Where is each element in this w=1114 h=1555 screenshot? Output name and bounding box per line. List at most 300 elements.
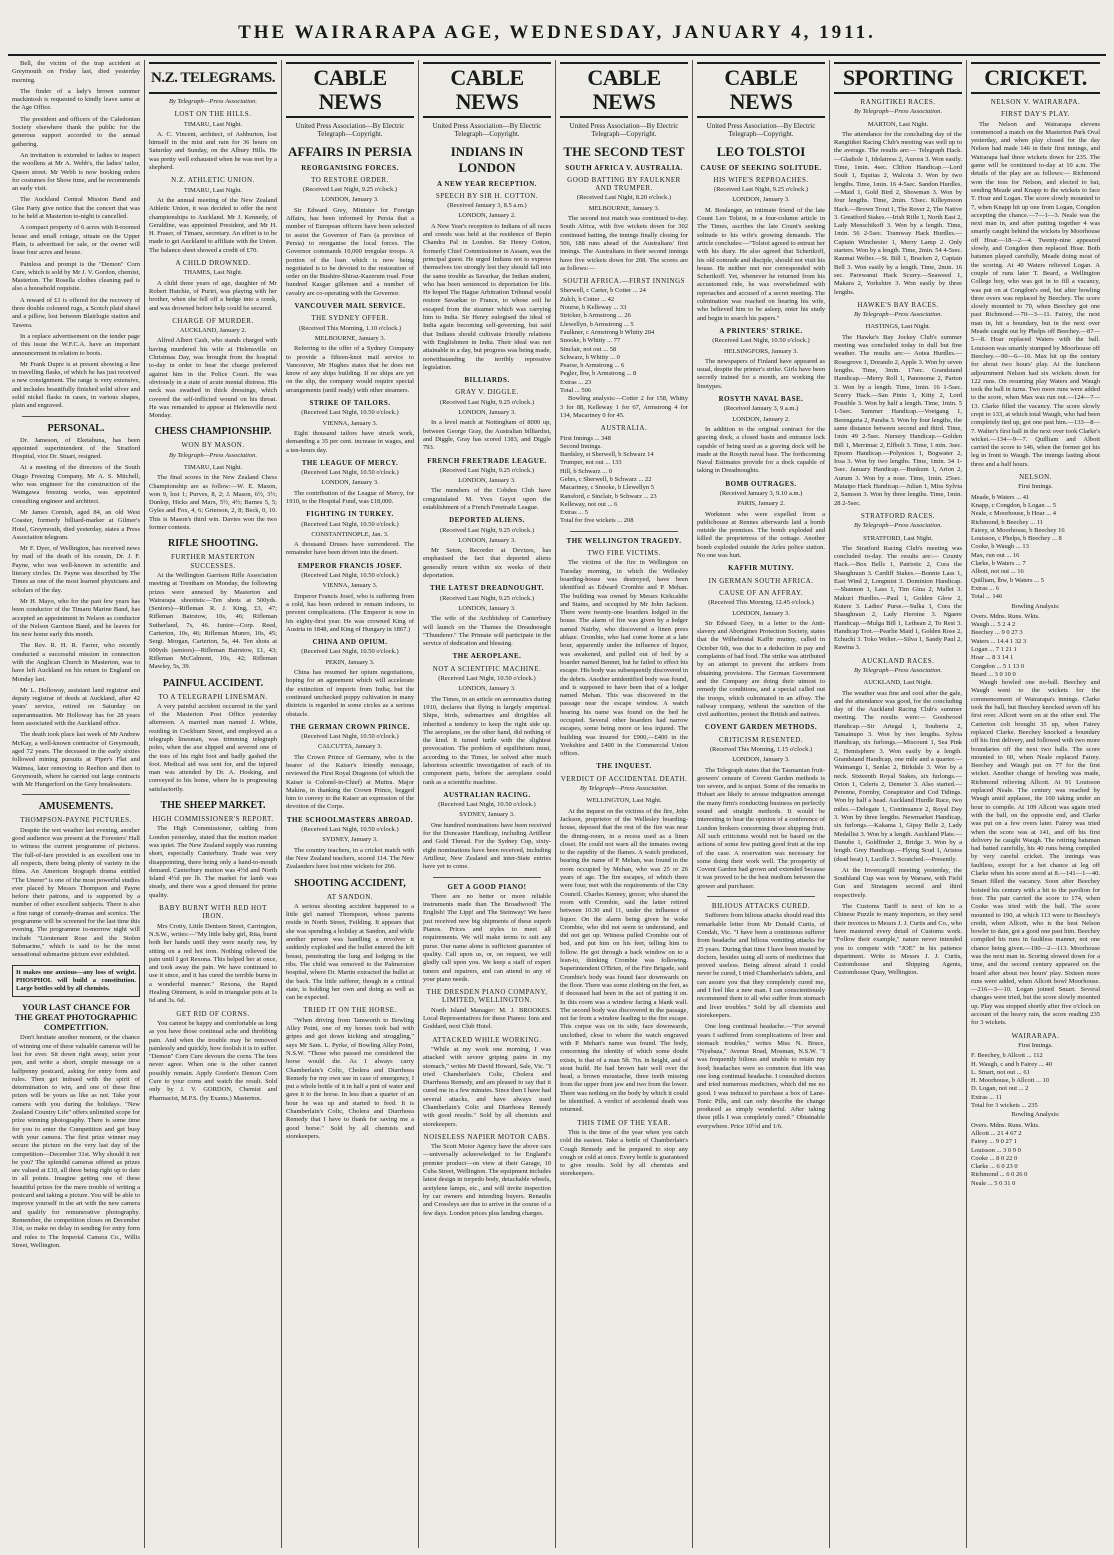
advert-heading: THIS TIME OF THE YEAR. — [577, 1118, 671, 1127]
score-line: Extras ... 23 — [560, 378, 592, 386]
score-line: F. Beechey, b Allcott ... 112 — [971, 1052, 1043, 1060]
article-heading: THE AEROPLANE. — [452, 652, 522, 661]
personal-items — [12, 437, 140, 790]
press-credit: By Telegraph—Press Association. — [853, 667, 943, 674]
dateline: PEKIN, January 3. — [325, 658, 375, 666]
article-subheading: SOUTH AFRICA V. AUSTRALIA. — [565, 163, 683, 172]
cable-news-heading: CABLE NEWS — [423, 62, 551, 118]
agency-line: United Press Association—By Electric Telegraph—Copyright. — [295, 122, 405, 139]
scorecard-australia — [560, 435, 688, 526]
score-line: Logan ... 7 1 21 1 — [971, 646, 1017, 653]
lead-headline: LEO TOLSTOI — [716, 143, 806, 159]
received-line: (Received Last Night, 10.50 o'clock.) — [301, 648, 399, 656]
article-subheading: FIRST DAY'S PLAY. — [1000, 110, 1071, 119]
dateline: MELBOURNE, January 3. — [314, 334, 386, 342]
score-line: Total for 3 wickets ... 235 — [971, 1102, 1038, 1110]
article-body: Emperor Francis Josef, who is suffering from a cold, has been ordered to remain indoors, to prevent complications. (The Emperor is now in his eighty-first year. He was crowned King of Austria in 1848, and King of Hungary in 1867.) — [286, 592, 414, 633]
paragraph: Painless and prompt is the "Demon" Corn Cure, which is sold by Mr J. V. Gordon, chemist, Masterton. The Rosella clothes cleaning pad is also a household requisite. — [12, 260, 140, 293]
score-line: Faulkner, c Armstrong b Whitty 204 — [560, 328, 655, 336]
article-body: At the inquest on the victims of the fire, John Jackson, proprietor of the Wellesley boarding-house, deposed that the rest of the fire was near the dining-room, in a recess used as a linen closet. He could not warn all the inmates owing to the rapidity of the flames. A watch produced, bearing the name of P. Mehan, was found in the room occupied by Mehan, who was 25 or 26 years of age. The fire escapes, of which there were four, met with the requirements of the City Council. Charles Kenney, grocer, who shared the room with Crombie, said the latter retired between 10.30 and 11, under the influence of liquor. On the alarm being given he woke Crombie, who did not seem to understand, and did not get up. Witness pulled Crombie out of bed, and put him on his feet, telling him to follow. He got through a back window on to a lean-to, thinking Crombie was following. Superintendent O'Brien, of the Fire Brigade, said Crombie's body was found face downwards on the floor. There was some clothing on the feet, as if deceased had been in the act of putting it on. In this room was a window facing a blank wall. The second body was discovered in the passage, not far from a window leading to the fire escape. This corpse was on its side, face downwards, unclothed, close to where the watch engraved with P. Mehan's name was found. The body, concerning the identity of which some doubt exists, is that of a man 5ft. 7in. in height, and of stout build. He had brown hair well over the head, a brown moustache, three teeth missing from the upper front jaw and two from the lower. There was nothing on the body by which it could be identified. A verdict of accidental death was returned. — [560, 807, 688, 1114]
received-line: (Received Last Night, 9.25 o'clock.) — [439, 398, 535, 406]
advert-body: There are no better or more reliable instruments made than The Broadwood! The English! The Lipp! and The Steinway! We have just received new big shipments of these superb Pianos. Prices and styles to meet all requirements. We will make terms to suit any purse. Our name alone is sufficient guarantee of quality. Call upon us, or, on request, we will gladly call upon you. We keep a staff of expert tuners and repairers, and can attend to any of your piano needs. — [423, 892, 551, 983]
article-subheading: NELSON V. WAIRARAPA. — [990, 98, 1081, 106]
paragraph: A compact property of 6 acres with 8-roomed house and small cottage, situate on the Upper Plain, is advertised for sale, or the owner will lease four acres and house. — [12, 224, 140, 257]
press-credit: By Telegraph—Press Association. — [168, 98, 258, 105]
bowling-heading: Bowling Analysis: — [1011, 1111, 1060, 1119]
article-body: The final scores in the New Zealand Chess Championship are as follow:—W. E. Mason, won 9, lost 1; Purves, 8, 2; J. Mason, 6½, 3½; Dunlop, Hicks and Marx, 5½, 4½; Barnes 5, 5; Gyles and Fox, 4, 6; Grierson, 2, 8; Beck, 0, 10. This is Mason's third win. Davies won the two former contests. — [149, 474, 277, 532]
article-subheading: SPEECH BY SIR H. COTTON. — [435, 191, 539, 200]
score-line: Allcott ... 21 4 67 2 — [971, 1129, 1022, 1137]
article-subheading: HIS WIFE'S REPROACHES. — [713, 175, 809, 184]
article-heading: A PRINTERS' STRIKE. — [719, 326, 803, 335]
article-heading: VANCOUVER MAIL SERVICE. — [294, 302, 406, 311]
scorecard-heading: AUSTRALIA. — [600, 424, 648, 433]
article-heading: KAFFIR MUTINY. — [728, 564, 794, 573]
article-heading: ROSYTH NAVAL BASE. — [718, 395, 804, 404]
amusements-heading: AMUSEMENTS. — [38, 801, 114, 813]
phosphol-advert — [12, 965, 140, 998]
article-subheading: HIGH COMMISSIONER'S REPORT. — [152, 815, 274, 824]
advert-firm: THE DRESDEN PIANO COMPANY, LIMITED, WELLINGTON. — [426, 988, 548, 1005]
dateline: LONDON, January 3. — [732, 756, 790, 764]
score-line: Beechey ... 9 0 27 3 — [971, 629, 1023, 637]
article-body: A New Year's reception to Indians of all races and creeds was held at the residence of Bepin Chandra Pal in London. Sir Henry Cotton, formerly Chief Commissioner in Assam, was the principal guest. He urged Indians not to express themselves too strongly lest they should fall into the same trouble as Savarkar, the Indian student, who has been sentenced to deportation for life. He hoped The Hague Arbitration Tribunal would restore Savarkar to France, to whose soil he escaped from the steamer which was carrying him to India. Sir Henry eulogised the ideal of India again becoming self-governing, but said that Indians should cultivate friendly relations with Englishmen in India. Their ideal was not attainable in a day, but progress was being made, notwithstanding the terribly repressive legislation. — [423, 222, 551, 371]
article-subheading: A NEW YEAR RECEPTION. — [437, 179, 537, 188]
amusements-subheading: THOMPSON-PAYNE PICTURES. — [20, 816, 132, 825]
paragraph: Dr. Jameson, of Eketahuna, has been appointed superintendent of the Stratford Hospital, vice Dr. Stuart, resigned. — [12, 436, 140, 461]
advert-heading: TRIED IT ON THE HORSE. — [303, 1006, 397, 1015]
received-line: (Received This Morning, 12.45 o'clock.) — [708, 599, 814, 607]
score-line: Waugh ... 5 2 4 2 — [971, 621, 1016, 629]
paragraph: The Rev. R. H. R. Farrer, who recently conducted a successful mission in connection with the Anglican Church in Masterton, was to have left Auckland on his return to England on Monday last. — [12, 642, 140, 683]
received-line: (Received Last Night, 10.50 o'clock.) — [301, 733, 399, 741]
column-1 — [8, 60, 145, 1548]
personal-heading: PERSONAL. — [47, 422, 105, 434]
article-heading: THE INQUEST. — [596, 762, 652, 771]
score-line: D. Logan, not out ... 2 — [971, 1085, 1029, 1093]
dateline: AUCKLAND, January 2. — [179, 327, 247, 335]
article-heading: CHINA AND OPIUM. — [312, 638, 388, 647]
separator — [707, 896, 815, 897]
score-line: Congdon ... 5 1 13 0 — [971, 662, 1025, 670]
column-3 — [282, 60, 419, 1548]
advert-heading: NOISELESS NAPIER MOTOR CABS. — [423, 1132, 551, 1141]
received-line: (Received Last Night, 10.50 o'clock.) — [301, 469, 399, 477]
score-line: Macartney, c Snooke, b Llewellyn 5 — [560, 484, 654, 492]
article-heading: BILLIARDS. — [464, 376, 510, 385]
article-heading: THE LEAGUE OF MERCY. — [301, 458, 399, 467]
paragraph: Mr F. Dyer, of Wellington, has received news by mail of the death of his cousin, Dr. J. F. Payne, who was well-known in scientific and literary circles. Dr. Payne was described by The Times as one of the most learned physicians and scholars of the day. — [12, 545, 140, 594]
received-line: (Received January 3, 8.5 a.m.) — [447, 202, 527, 210]
score-line: Louisson, c Phelps, b Beechey ... 8 — [971, 535, 1062, 543]
article-body: One hundred nominations have been received for the Doncaster Handicap, including Artilleur and Gold Thread. For the Sydney Cup, sixty-eight nominations have been received, including Artilleur, New Zealand and inter-State entries have yet to come. — [423, 821, 551, 871]
advert-heading: BABY BURNT WITH RED HOT IRON. — [159, 904, 267, 921]
score-line: Zulch, b Cotter ... 42 — [560, 295, 615, 303]
dateline: LONDON, January 3. — [732, 196, 790, 204]
article-body: The victims of the fire in Wellington on Tuesday morning, in which the Wellesley boarding-house was destroyed, have been identified as Edward Crombie and P. Mehan. The building was owned by Messrs Kirkcaldie and Stains, and occupied by Mr John Jackson. There were twenty-one boarders lodged in the house. The alarm of fire was given by a lodger named Nairby, who discovered a linen press ablaze. Crombie, who had come home at a late hour, apparently under the influence of liquor, was awakened, and pulled out of bed by a boarder named Bennet, but he failed to effect his escape. His body was subsequently discovered in the debris. Another unidentified body was found, and is supposed to have been that of a lodger named Mehan. This was discovered in the passage near the escape window. A watch bearing his name was found on the bed he occupied. Several other boarders had narrow escapes, some being more or less injured. The building was insured for £900,—£400 in the Yorkshire and £400 in the Commercial Union offices. — [560, 559, 688, 758]
score-line: H. Waugh, c and b Fairey ... 40 — [971, 1060, 1052, 1068]
score-line: Max, run out ... 16 — [971, 551, 1020, 559]
lead-headline: THE SECOND TEST — [563, 143, 685, 159]
article-subheading: GOOD BATTING BY FAULKNER AND TRUMPER. — [567, 175, 681, 193]
advert-heading: GET RID OF CORNS. — [176, 1009, 250, 1018]
article-heading: THE GERMAN CROWN PRINCE. — [289, 722, 411, 731]
advert-body: "When driving from Tamworth to Bowling Alley Point, one of my horses took bad with gripes and got down kicking and struggling," says Mr Sam. L. Pyrke, of Bowling Alley Point, N.S.W. "Those who passed me considered the horse would die. As I always carry Chamberlain's Colic, Cholera and Diarrhoea Remedy for my own use in case of emergency, I put a whole bottle of it in half a pint of water and gave it to the horse. In less than a quarter of an hour he was up and started to feed. It is Chamberlain's Colic, Cholera and Diarrhoea Remedy that I have to thank for saving me a good horse." Sold by all chemists and storekeepers. — [286, 1016, 414, 1140]
nz-telegrams-heading: N.Z. TELEGRAMS. — [149, 62, 277, 94]
score-line: Beard ... 3 0 10 0 — [971, 670, 1016, 678]
separator — [433, 877, 541, 878]
article-heading: FIGHTING IN TURKEY. — [306, 510, 394, 519]
dateline: HELSINGFORS, January 3. — [723, 347, 799, 355]
scorecard-heading: SOUTH AFRICA.—FIRST INNINGS — [562, 277, 686, 286]
score-line: Extras ... 11 — [971, 1093, 1002, 1101]
column-7 — [830, 60, 967, 1548]
cable-news-heading: CABLE NEWS — [697, 62, 825, 118]
dateline: LONDON, January 3. — [321, 196, 379, 204]
bowling-analysis: Bowling analysis:—Cotter 2 for 158, Whitty 3 for 88, Kelleway 1 for 67, Armstrong 4 for 134, Macartney 0 for 45. — [560, 395, 688, 419]
article-heading: THE SCHOOLMASTERS ABROAD. — [286, 815, 414, 824]
received-line: (Received This Morning, 1.15 o'clock.) — [709, 746, 813, 753]
article-body: China has resumed her opium negotiations, hoping for an agreement which will accelerate the extinction of imports from India; but the continued unchecked poppy cultivation in many districts is regarded in some circles as a serious obstacle. — [286, 669, 414, 718]
article-body: In a level match at Nottingham of 8000 up, between George Gray, the Australian billiardist, and Diggle, Gray has scored 1383, and Diggle 793. — [423, 419, 551, 452]
phosphol-text: It makes one anxious—any loss of weight. PHOSPHOL will build a constitution. Large bottles sold by all chemists. — [16, 968, 136, 993]
column-8 — [967, 60, 1104, 1548]
dateline: STRATFORD, Last Night. — [863, 534, 933, 542]
score-line: Albott, not out ... 16 — [971, 568, 1024, 576]
paragraph: In a replace advertisement on the tender page of this issue the W.F.C.A. have an important announcement in relation to boots. — [12, 332, 140, 357]
article-body: M. Boulanger, an intimate friend of the late Count Leo Tolstoi, in a four-column article in The Times, ascribes the late Count's seeking solitude to his wife's growing demands. The article concludes:—"Tolstoi agreed to entrust her with his diary. He also agreed that Schertkoff, his old comrade and disciple, should not visit his house. He neither met nor corresponded with Schertkoff. Yet, whenever he returned from his accustomed ride, he was overwhelmed with reproaches and accused of a secret meeting. The culmination was reached on hearing his wife, who believed him to be asleep, enter his study and begin to search his papers." — [697, 206, 825, 322]
article-subheading: TWO FIRE VICTIMS. — [587, 549, 661, 558]
dateline: PARIS, January 2. — [737, 500, 785, 508]
cable-news-heading: CABLE NEWS — [560, 62, 688, 118]
paragraph: Mr H. Mayo, who for the past few years has been conductor of the Timaru Marine Band, has accepted an appointment in Nelson as conductor of the Nelson Garrison Band, and he leaves for his new home early this month. — [12, 597, 140, 639]
article-heading: STRATFORD RACES. — [860, 511, 936, 520]
article-heading: HAWKE'S BAY RACES. — [857, 300, 939, 309]
article-body: A very painful accident occurred in the yard of the Masterton Post Office yesterday afternoon. A married man named J. White, residing in Cockburn Street, and employed as a telegraph linesman, was trimming telegraph poles, when the axe slipped and severed one of the toes of his right foot and badly gashed the foot. Medical aid was sent for, and the injured man was attended by Dr. A. Hosking, and conveyed to his home, where he is progressing satisfactorily. — [149, 702, 277, 793]
score-line: Second Innings. — [560, 442, 602, 450]
column-5 — [556, 60, 693, 1548]
article-heading: RIFLE SHOOTING. — [167, 538, 259, 550]
article-heading: SHOOTING ACCIDENT, — [294, 877, 406, 889]
article-body: The second test match was continued to-day. South Africa, with five wickets down for 302 continued batting, the innings finally closing for 506, 188 runs ahead of the Australians' first innings. The Australians in their second innings have five wickets down for 208. The scores are as follows:— — [560, 215, 688, 272]
columns — [8, 60, 1106, 1548]
article-subheading: CAUSE OF SEEKING SOLITUDE. — [700, 163, 822, 172]
dateline: VIENNA, January 3. — [322, 419, 378, 427]
bowling-nelson — [971, 613, 1100, 679]
bowling-heading: Bowling Analysis: — [1011, 602, 1060, 610]
advert-body: Mrs Crotty, Little Denison Street, Carrington, N.S.W., writes:—"My little baby girl, Rita, burnt both her hands until they were nearly raw, by sitting on a red hot iron. Nothing relieved the pain until I got Rexona. This helped her at once, and took away the pain. We have continued to use it since, and it has cured the terrible burns in a wonderful manner." Rexona, the Rapid Healing Ointment, is sold in triangular pots at 1s 6d and 3s. 6d. — [149, 922, 277, 1005]
score-line: Total for five wickets ... 208 — [560, 517, 634, 525]
advert-body: One long continual headache.—"For several years I suffered from complications of liver and stomach troubles," writes Miss N. Bruce, "Nyabaza," Avenue Road, Mosman, N.S.W. "I was frequently bilious and unable to retain my food; headaches were so common that life was one long continual headache. I consulted doctors and tried numerous medicines, which did me no good. I was induced to purchase a box of Lane-Tonic Pills, and can only describe the change produced as simply wonderful. After taking these pills I was completely cured." Obtainable everywhere. Price 10½d and 1/6. — [697, 1023, 825, 1130]
scorecard-nelson — [971, 494, 1100, 602]
article-subheading: FURTHER MASTERTON SUCCESSES. — [171, 553, 255, 570]
article-body: Mr Seton, Recorder at Devizes, has emphasised the fact that deported aliens generally return within six weeks of their deportation. — [423, 547, 551, 580]
score-line: Trumper, not out ... 133 — [560, 459, 622, 467]
agency-line: United Press Association—By Electric Telegraph—Copyright. — [706, 122, 816, 139]
article-body: A child three years of age, daughter of Mr Robert Hatchie, of Puriri, was playing with her brother, when she fell off a hedge into a creek, and was drowned before help could be secured. — [149, 279, 277, 312]
article-body: The wife of the Archbishop of Canterbury will launch on the Thames the Dreadnought "Thunderer." The Primate will participate in the service of dedication and blessing. — [423, 615, 551, 648]
advert-heading: ATTACKED WHILE WORKING. — [432, 1035, 542, 1044]
dateline: LONDON, January 3. — [458, 409, 516, 417]
article-heading: CHESS CHAMPIONSHIP. — [154, 426, 272, 438]
article-body: Waugh bowled one no-ball. Beechey and Waugh went to the wickets for the commencement of Wairarapa's innings. Clarke took the ball, but Beechey knocked seven off his first over. Allcott went on at the other end. The Carterton colt brought 35 up, when Fairey replaced Clarke. Beechey knocked a boundary off his first delivery, and followed with two more boundaries off the next two balls. The score mounted to 60, when Neale replaced Fairey. Beechey and Waugh put on 77 for the first wicket. Another change of bowling was made, Richmond relieving Allcott. At 91 Louisson replaced Neale. The century was reached by Waugh amid applause, the 100 taking under an hour to compile. At 109 Allcott was again tried with the ball, on the opposite end, and Clarke was put on a few overs later. Fairey was tried when the score was at 141, and off his first delivery he caught Waugh. The retiring batsman had batted carefully, his 40 runs being compiled by very careful cricket. The innings was faultless, except for a hot chance at leg off Clarke when his score stood at 8.—141—1—40. Smart filled the vacancy. Soon after Beechey hoisted his century with a hit to the pavilion for four. The pair carried the score to 174, when Cooke was tried with the ball. The score mounted to 190, at which 113 were to Beechey's credit, when Allcott, who is the best Nelson bowler to date, got a good one past him. Beechey compiled his runs in faultless manner, not one chance being given.—190—2—113. Moorhouse was the next man in. Scoring slowed down for a time, and the second century appeared on the board after about two hours' play. Sixteen more runs were added, when Allcott bowl Moorhouse.—216—3—10. Logan joined Smart. Several changes were tried, but the score slowly mounted up. Play was stopped shortly after five o'clock on account of the heavy rain, the score reading 235 for 3 wickets. — [971, 679, 1100, 1027]
score-line: Llewellyn, b Armstrong ... 5 — [560, 320, 634, 328]
article-body: The country teachers, in a cricket match with the New Zealand teachers, scored 114. The New Zealanders have lost nine wickets for 266. — [286, 846, 414, 871]
score-line: Extras ... 5 — [560, 509, 588, 517]
article-subheading: TO A TELEGRAPH LINESMAN. — [158, 692, 268, 701]
dateline: SYDNEY, January 3. — [459, 811, 515, 819]
received-line: (Received Last Night, 10.50 o'clock.) — [438, 675, 536, 683]
score-line: Cooke ... 8 0 22 0 — [971, 1154, 1018, 1162]
article-heading: STRIKE OF TAILORS. — [309, 399, 391, 408]
score-line: L. Smart, not out ... 61 — [971, 1068, 1030, 1076]
score-line: Extras ... 6 — [971, 584, 999, 592]
score-line: Waters ... 14.4 1 32 3 — [971, 637, 1027, 645]
advert-heading: GET A GOOD PIANO! — [447, 882, 527, 891]
score-line: Fairey ... 9 0 27 1 — [971, 1138, 1017, 1146]
paragraph: Mr Frank Dupre is at present showing a line in travelling flasks, of which he has just received a new consignment. The range is very extensive, and includes beautifully finished solid silver and solid nickel flasks in cases, in various shapes, plain and engraved. — [12, 360, 140, 410]
received-line: (Received Last Night, 8.20 o'clock.) — [576, 194, 672, 202]
article-body: The Telegraph states that the Tasmanian fruit-growers' censure of Covent Garden methods is too severe, and is unjust. Some of the remarks in Hobart are likely to arouse indignation amongst the many firm's conducting business on perfectly sound and straight methods. It would be interesting to hear the opinion of a conference of London brokers concerning those shipping fruit. All such criticisms would not be based on the actions of some few putting good fruit at the top of the case. A reservation was necessary for some doing their work well. The prosperity of Covent Garden had grown and extended because it was proved to be the best medium between the grower and purchaser. — [697, 766, 825, 890]
press-credit: By Telegraph—Press Association. — [853, 311, 943, 319]
article-body: The contribution of the League of Mercy, for 1910, to the Hospital Fund, was £18,000. — [286, 489, 414, 505]
paragraph: Mr James Cornish, aged 84, an old West Coaster, formerly billiard-marker at Gilmer's Hotel, Greymouth, died yesterday, states a Press Association telegram. — [12, 508, 140, 541]
dateline: LONDON, January 3. — [458, 477, 516, 485]
advert-body: Sufferers from bilious attacks should read this remarkable letter from Mr Donald Curtis, of Condah, Vic. "I have been a continuous sufferer from headache and bilious vomiting attacks for 25 years. During that time I have been treated by doctors, besides using all sorts of medicines that proved useless. Being almost afraid I could never be cured, I tried Chamberlain's tablets, and can assure you that they completely cured me, and I feel like a new man. I can conscientiously recommend them to all who suffer from stomach and liver troubles." Sold by all chemists and storekeepers. — [697, 912, 825, 1019]
article-body: Workmen who were expelled from a publichouse at Rennes afterwards laid a bomb outside the premises. The bomb exploded and killed the proprietress of the cottage. Another bomb exploded outside the Arles police station. No one was hurt. — [697, 510, 825, 560]
dateline: LONDON, January 2. — [732, 415, 790, 423]
scorecard-south-africa — [560, 287, 688, 395]
score-line: Schwarz, b Whitty ... 0 — [560, 353, 620, 361]
score-line: Sherwell, c Carter, b Cotter ... 24 — [560, 287, 646, 295]
paragraph: Despite the wet weather last evening, another good audience was present at the Foresters' Hall to witness the current programme of pictures. The full-of-fare provided is an excellent one in all respects, there being plenty of variety in the films. An American biograph drama entitled "The Unerer" is one of the most powerful studies ever placed by Messrs Thompson and Payne before their patrons, and is supported by a number of other excellent subjects. There is also a fine range of comedy-dramas and scenics. The programme will be screened for the last time this evening. The programme to-morrow night will include "Lieutenant Rose and the Stolen Submarine," which is said to be the most sensational submarine picture ever exhibited. — [12, 826, 140, 959]
article-subheading: THE SYDNEY OFFER. — [311, 314, 389, 323]
article-body: Alfred Albert Cash, who stands charged with having murdered his wife at Helensville on Christmas Day, was brought from the hospital to-day in order to hear the charge preferred against him in the Police Court. He was obviously in a state of acute mental distress. His neck was swathed in thick dressings, which covered the self-inflicted wound on his throat. He was remanded to appear at Helensville next Monday. — [149, 337, 277, 420]
masthead: THE WAIRARAPA AGE, WEDNESDAY, JANUARY 4, 1911. — [238, 22, 876, 43]
bowling-wairarapa — [971, 1122, 1100, 1188]
lead-headline: AFFAIRS IN PERSIA — [288, 143, 412, 159]
article-body: The attendance for the concluding day of the Rangitikei Racing Club's meeting was well up to the average. The results are:— Telegraph Hack.—Gladiole 1, Idolatress 2, Aurora 3. Won easily. Time, 1min. 4sec. Clifton Handicap.—Lord Soult 1, Equitas 2, Walcota 3. Won by two lengths. Time, 1min. 16 4-5sec. Sandon Hurdles.—Maid 1, Gold Bird 2, Showman 3. Won by four lengths. Time, 2min. 53sec. Killeymoon Hack.—Brown Trout 1, The Rover 2, The Native 3. Greatford Stakes.—Irish Rifle 1, North East 2, Lady Menschikoff 3. Won by a length. Time, 1min. 56 2-5sec. Tramway Hack Hurdles.—Captain Winchester 1, Merry Lamp 2. Only starters. Won by a length. Time, 2min. 54 4-5sec. Raumai Welter.—St. Bill 1, Bracken 2, Captain Bell 3. Won easily by a length. Time, 2min. 16 sec. Parewanui Hack Scurry.—Seaweed 1, Makara 2, Yorkshire 3. Won easily by three lengths. — [834, 130, 962, 296]
dateline: LONDON, January 3. — [321, 479, 379, 487]
received-line: (Received Last Night, 9.25 o'clock.) — [713, 186, 809, 194]
score-line: Snooke, b Whitty ... 77 — [560, 337, 621, 345]
score-line: Fairey, st Moorhouse, b Beechey 16 — [971, 526, 1065, 534]
article-subheading: IN GERMAN SOUTH AFRICA. — [708, 576, 814, 585]
received-line: (Received Last Night, 9.25 o'clock.) — [439, 526, 535, 534]
score-line: Gehrs, c Sherwell, b Schwarz ... 22 — [560, 475, 652, 483]
score-line: Total ... 506 — [560, 387, 592, 395]
agency-line: United Press Association—By Electric Telegraph—Copyright. — [432, 122, 542, 139]
received-line: (Received Last Night, 9.25 o'clock.) — [439, 466, 535, 474]
cable-news-heading: CABLE NEWS — [286, 62, 414, 118]
score-line: Pegler, lbw, b Armstrong ... 8 — [560, 370, 637, 378]
received-line: (Received Last Night, 9.25 o'clock.) — [439, 594, 535, 602]
article-heading: THE WELLINGTON TRAGEDY. — [566, 536, 682, 545]
scorecard-wairarapa — [971, 1052, 1100, 1110]
article-heading: FRENCH FREETRADE LEAGUE. — [427, 456, 547, 465]
press-credit: By Telegraph—Press Association. — [853, 522, 943, 530]
article-body: At the Wellington Garrison Rifle Association meeting at Trentham on Monday, the following prizes were annexed by Masterton and Wairarapa shootists:—Ten shots at 500yds. (Seniors)—Rifleman R. J. King, £3, 47; Rifleman Bairstow, 10s, 46; Rifleman Sutherland, 7s, 46. Junior—Corp. Reed, Carterton, 10s, 46; Rifleman Munro, 10s, 45; Sergt. Morgan, Carterton, 5s, 44. Ten shots at 600yds (seniors)—Rifleman Bairstow, £1, 43; Rifleman McCalmont, 10s, 42; Rifleman Mawley, 5s, 39. — [149, 571, 277, 671]
paragraph: Mr L. Holloway, assistant land registrar and deputy registrar of deeds at Auckland, after 42 years' service, retired on Saturday on superannuation. Mr Holloway has for 28 years been associated with the Auckland office. — [12, 686, 140, 728]
press-credit: By Telegraph—Press Association. — [853, 108, 943, 116]
article-heading: THE SHEEP MARKET. — [160, 800, 266, 812]
received-line: (Received Last Night, 9.25 o'clock.) — [302, 186, 398, 194]
received-line: (Received Last Night, 10.50 o'clock.) — [301, 572, 399, 580]
score-line: Meade, b Waters ... 41 — [971, 493, 1030, 501]
article-heading: AUCKLAND RACES. — [861, 656, 935, 665]
score-line: Ransford, c Sinclair, b Schwarz ... 23 — [560, 492, 657, 500]
score-line: Neale, c Moorhouse, b Hoar ... 4 — [971, 510, 1057, 518]
separator — [22, 794, 130, 795]
article-heading: CHARGE OF MURDER. — [172, 316, 254, 325]
score-line: Clarke ... 6 0 23 0 — [971, 1163, 1018, 1171]
score-line: Richmond ... 6 0 26 0 — [971, 1171, 1028, 1179]
masthead-rule — [8, 54, 1106, 56]
article-body: The Nelson and Wairarapa elevens commenced a match on the Masterton Park Oval yesterday, and when play closed for the day Nelson had made 146 in their first innings, and Wairarapa had three wickets down for 235. The game will be continued to-day at 10 a.m. The details of the play are as follows:— Richmond won the toss for Nelson, and elected to bat, sending Meade and Knapp to the wickets to face T. Hoar and Logan. The score slowly mounted to 7, when Knapp hit up one from Logan, Congdon accepting the chance.—7—1—3. Neale was the next man in, and after putting together 4 was smartly caught behind the wickets by Moorhouse off Hoar.—18—2—4. Twenty-nine appeared slowly, and Congdon then replaced Hoar. Both batsmen played carefully, Meade doing most of the scoring. At 40 Waters relieved Logan. A couple of runs later T. Beard, a Wellington College boy, who was got in to fill a vacancy, was put on at Congdon's end, but after bowling three overs was replaced by Beechey. The score slowly mounted to 70, when Beechey got one past Richmond.—70—3—11. Fairey, the next man in, hit a boundary, but in the next over Meade caught out by Phelps off Beechey.—87—5—8. Hoar replaced Waters with the ball. Louisson was smartly stumped by Moorhouse off Beechey.—90—6—16. Max hit up the century for about two hours' play. At the luncheon adjournment Nelson had six wickets down for 122 runs. On resuming play Waters and Waugh took the ball in turns. Two more runs were added to the score, when Max was run out.—124—7—13. Clarke filled the vacancy. The score slowly crept to 133, at which total Waugh, who had been completely tied up, got one past him.—133—8—7. Walter's first ball in the next over took Clarke's wicket.—134—9—7. Quilliam and Albott carried the score to 146, when the former got his leg in front to Waugh. The innings lasting about three and a half hours. — [971, 120, 1100, 468]
article-heading: DEPORTED ALIENS. — [449, 516, 525, 525]
article-body: A serious shooting accident happened to a little girl named Thompson, whose parents reside in North Street, Feilding. It appears that she was spending a holiday at Sandon, and while another person was handling a revolver it suddenly exploded and the bullet entered the left breast, penetrating the lung and lodging in the ribs. The child was removed to the Palmerston hospital, where Dr. Martin extracted the bullet at the back. The little sufferer, though in a critical state, is holding her own and doing as well as can be expected. — [286, 902, 414, 1002]
article-heading: A CHILD DROWNED. — [175, 259, 251, 268]
advert-body: This is the time of the year when you catch cold the easiest. Take a bottle of Chamberlain's Cough Remedy and be prepared to stop any cough or cold at once. Every bottle is guaranteed to give results. Sold by all chemists and storekeepers. — [560, 1128, 688, 1178]
article-subheading: CRITICISM RESENTED. — [718, 735, 804, 744]
article-heading: N.Z. ATHLETIC UNION. — [171, 176, 255, 185]
separator — [22, 416, 130, 417]
sporting-heading: SPORTING — [834, 62, 962, 94]
article-body: The members of the Cobden Club have congratulated M. Yves Guyot upon the establishment of a French Freetrade League. — [423, 487, 551, 511]
score-line: Overs. Mdns. Runs. Wkts. — [971, 1121, 1040, 1129]
score-line: Hill, b Schwarz ... 0 — [560, 467, 612, 475]
score-line: First Innings ... 348 — [560, 434, 611, 442]
column-2 — [145, 60, 282, 1548]
col1-paras — [12, 60, 140, 411]
article-body: At the Invercargill meeting yesterday, the Southland Cup was won by Warsaw, with Field Gun and Stratagem second and third respectively. — [834, 866, 962, 899]
dateline: MARTON, Last Night. — [867, 120, 929, 128]
article-body: In addition to the original contract for the graving dock, a closed basin and entrance lock capable of being used as a graving dock will be made at the Rosyth naval base. The forthcoming Naval Estimates provide for a dock capable of taking in Dreadnoughts. — [697, 425, 825, 475]
score-line: Clarke, b Waters ... 7 — [971, 560, 1026, 568]
received-line: (Received Last Night, 10.50 o'clock.) — [712, 337, 810, 345]
article-subheading: TO RESTORE ORDER. — [311, 175, 389, 184]
advert-body: The Scott Motor Agency have the above cars—universally acknowledged to be England's premier product—on view at their Garage, 10 Cuba Street, Wellington. The equipment includes latest design in torpedo body, detachable wheels, acetylene lamps, etc., and will invite inspection by car owners and intending buyers. Renaults and Crossleys are due to arrive in the course of a few days. London prices plus landing charges. — [423, 1143, 551, 1217]
column-6 — [693, 60, 830, 1548]
advert-footer: North Island Manager: M. J. BROOKES. Local Representatives for these Pianos: Ions and Goddard, next Club Hotel. — [423, 1006, 551, 1031]
article-heading: AUSTRALIAN RACING. — [443, 790, 531, 799]
dateline: TIMARU, Last Night. — [183, 120, 243, 128]
score-line: Cooke, b Waugh ... 13 — [971, 543, 1029, 551]
dateline: LONDON, January 3. — [458, 604, 516, 612]
paragraph: An invitation is extended to ladies to inspect the woollens at Mr A. Webb's, the ladies' tailor, Queen street. Mr Webb is now booking orders for costumes for Show time, and he recommends an early visit. — [12, 151, 140, 193]
article-body: The Crown Prince of Germany, who is the bearer of the Kaiser's friendly message, reviewed the First Royal Dragoons (of which the Kaiser is Colonel-in-Chief) at Muttra. Major Makins, in thanking the Crown Prince, begged him to convey to the Kaiser an expression of the devotion of the Corps. — [286, 753, 414, 811]
dateline: LONDON, January 3. — [458, 685, 516, 693]
article-subheading: WON BY MASON. — [181, 441, 245, 450]
score-line: Neale ... 5 0 31 0 — [971, 1179, 1016, 1187]
advert-heading: BILIOUS ATTACKS CURED. — [711, 902, 811, 911]
press-credit: By Telegraph—Press Association. — [579, 785, 669, 793]
scorecard-heading: WAIRARAPA. — [1011, 1031, 1060, 1040]
column-4 — [419, 60, 556, 1548]
article-heading: EMPEROR FRANCIS JOSEF. — [297, 561, 403, 570]
score-line: Richmond, b Beechey ... 11 — [971, 518, 1043, 526]
paragraph: Don't hesitate another moment, or the chance of winning one of these valuable cameras will be lost for ever. Sit down right away, seize your pen, and write a short, simple message on a halfpenny postcard, asking for entry form and rules. Then get imbued with the spirit of determination to win, and one of these fine prizes will be yours as like as not. Take your camera with you during the holidays. "New Zealand Country Life" offers unlimited scope for prize winning photography. There is some time for you to enter the Competition and get busy with your camera. The first prize winner may secure the picture on the very last day of the competition—December 31st. Why should it not be you? The splendid cameras offered as prizes are valued at £10, all three being right up to date in all points. Imagine getting one of these beautiful prizes for the mere trouble of writing a postcard and taking a picture. You will be able to improve yourself in the art with the new camera and qualify for remunerative photography. Remember, the competition closes on December 31st, so make no delay in sending for entry form and rules to The Imperial Camera Co., Willis Street, Wellington. — [12, 1034, 140, 1249]
article-body: The Hawke's Bay Jockey Club's summer meeting was concluded today in dull but fine weather. The results are:— Aotea Hurdles.—Rosegrove 1, Dorando 2, Apple 3. Won by seven lengths. Time, 3min. 17sec. Grandstand Handicap.—Merry Roll 1, Panonome 2, Parton 3. Won by a length. Time, 1min. 16 1-5sec. Scurry Hack.—San Pinto 1, Kitty 2, Lord Possible 3. Won by half a length. Time, 1min. 5 1-5sec. Summer Handicap.—Voetgang 1, Berengaria 2, Paraba 3. Won by four lengths, the same distance between second and third. Time, 1min 49 2-5sec. Nursery Handicap.—Golden Bill 1, Merrimac 2, Elfbolt 3. Time, 1 min. 3sec. Epsom Handicap.—Polynices 1, Bogwater 2, Iosa 3. Won by two lengths. Time, 1min. 34 1-5sec. January Handicap.—Bunkum 1, Arion 2, Aurum 3. Won by a nose. Time, 1min. 25sec. Mataipo Hack Handicap.—Julian 1, Miss Sylvia 2, Samson 3. Won by three lengths. Time, 1min. 28 2-5sec. — [834, 333, 962, 507]
dateline: WELLINGTON, Last Night. — [586, 797, 662, 805]
dateline: THAMES, Last Night. — [183, 269, 243, 277]
article-body: The High Commissioner, cabling from London yesterday, stated that the mutton market was quiet. The New Zealand supply was running short, especially Canterbury. Trade was very disappointing, there being only a hand-to-mouth demand. Canterbury mutton was 4½d and North Island 4½d per lb. The market for lamb was steady, and there was a good demand for prime quality. — [149, 825, 277, 899]
dateline: CALCUTTA, January 3. — [317, 743, 383, 751]
received-line: (Received January 3, 9 a.m.) — [723, 405, 799, 413]
competition-items — [12, 1034, 140, 1250]
received-line: (Received January 3, 9.10 a.m.) — [719, 489, 803, 497]
dateline: TIMARU, Last Night. — [183, 463, 243, 471]
article-body: The newspapers of Finland have appeared as usual, despite the printer's strike. Girls have been secretly trained for a month, are working the linotypes. — [697, 357, 825, 390]
article-subheading: CAUSE OF AN AFFRAY. — [719, 588, 803, 597]
score-line: Louisson ... 3 0 9 0 — [971, 1146, 1021, 1154]
dateline: SYDNEY, January 3. — [322, 836, 378, 844]
dateline: AUCKLAND, Last Night. — [863, 679, 933, 687]
paragraph: The death took place last week of Mr Andrew McKay, a well-known contractor of Greymouth, aged 72 years. The deceased in the early sixties followed mining pursuits at Piper's Flat and Waimea, later removing to Reefton and then to Greymouth, where he carried out large contracts with Mr Hungerford on the Grey breakwaters. — [12, 731, 140, 789]
received-line: (Received Last Night, 10.50 o'clock.) — [301, 409, 399, 417]
paragraph: A reward of £1 is offered for the recovery of three double coloured rugs, a Scotch plaid shawl and a pillow, lost between Blairlogie station and Tawera. — [12, 296, 140, 329]
article-heading: COVENT GARDEN METHODS. — [704, 723, 818, 732]
score-line: Quilliam, lbw, b Waters ... 5 — [971, 576, 1044, 584]
dateline: TIMARU, Last Night. — [183, 186, 243, 194]
score-line: Sinclair, not out ... 58 — [560, 345, 617, 353]
separator — [570, 531, 678, 532]
received-line: (Received Last Night, 10.50 o'clock.) — [301, 520, 399, 528]
article-heading: THE LATEST DREADNOUGHT. — [430, 584, 544, 593]
article-heading: RANGITIKEI RACES. — [860, 98, 936, 106]
dateline: VIENNA, January 3. — [322, 582, 378, 590]
paragraph: The Auckland Central Mission Band and Glee Party give notice that the concert that was to be held at Masterton to-night is cancelled. — [12, 196, 140, 221]
dateline: CONSTANTINOPLE, Jan. 3. — [311, 530, 389, 538]
scorecard-heading: NELSON. — [1019, 473, 1052, 482]
article-body: At the annual meeting of the New Zealand Athletic Union, it was decided to offer the next championships to Auckland. Mr J. Kennedy, of Geraldine, was appointed President, and Mr H. H. Fraser, of Timaru, secretary. An effort is to be made to get Auckland to affiliate with the Union. The balance sheet showed a credit of £70. — [149, 196, 277, 254]
score-line: Overs. Mdns. Runs. Wkts. — [971, 612, 1040, 620]
score-line: Kelleway, not out ... 6 — [560, 500, 618, 508]
press-credit: By Telegraph—Press Association. — [168, 451, 258, 459]
article-heading: PAINFUL ACCIDENT. — [162, 677, 264, 689]
paragraph: At a meeting of the directors of the South Otago Freezing Company, Mr A. S. Mitchell, who was engineer for the construction of the Waingawa freezing works, was appointed consulting engineer and architect. — [12, 464, 140, 505]
article-subheading: NOT A SCIENTIFIC MACHINE. — [432, 664, 542, 673]
article-body: The weather was fine and cool after the gale, and the attendance was good, for the concluding day of the Auckland Racing Club's summer meeting. The results were:— Goodwood Handicap.—Sir Artegal 1, Souberia 2, Tamainupo 3. Won by two lengths. Sylvia Handicap, six furlongs.—Miscount 1, Sea Pink 2, Hemisphere 3. Won easily by a length. Grandstand Handicap, one mile and a quarter.—Waimangu 1, Senlac 2, Birkdale 3. Won by a neck. Sixteenth Royal Stakes, six furlongs.—Orion 1, Celeris 2, Demeter 3. Also started.—Perenne, Formby, Conspirator and Cod Tidings. Won by half a head. Auckland Hurdle Race, two miles.—Delegate 1, Continuance 2, Royal Day 3. Won by three lengths. Newmarket Handicap, six furlongs.—Kakama 1, Gipsy Belle 2, Lady Medallist 3. Won by a length. Auckland Plate.—Danube 1, Goldfinder 2, Bridge 3. Won by a length. Grey Handicap.—Flying Scud 1, Aristos (dead heat) 1, Lucille 3. Scratched.—Presently. — [834, 689, 962, 863]
dateline: MELBOURNE, January 3. — [588, 204, 660, 212]
article-body: Sir Edward Grey, in a letter to the Anti-slavery and Aborigines Protection Society, states that the Wilhelmstal Kaffir mutiny, called in October 6th, was due to a deduction in pay and complaints of bad food. The strike was attributed by an attempt to prevent the strikers from obtaining provisions. The German Government and the Company are doing their utmost to remedy the conditions, and a special called out the troops, which culminated in an affray. The railway company, without the sanction of the civil authorities, protect the British and natives. — [697, 619, 825, 719]
advert-body: "While at my work one morning, I was attacked with severe griping pains in my stomach," writes Mr David Howard, Sale, Vic. "I tried Chamberlain's Colic, Cholera and Diarrhoea Remedy, and am pleased to say that it cured me in a few minutes. Since then I have had several attacks, and have always used Chamberlain's Colic and Diarrhoea Remedy with good results." Sold by all chemists and storekeepers. — [423, 1045, 551, 1128]
received-line: (Received This Morning, 1.10 o'clock.) — [298, 324, 402, 332]
article-body: Referring to the offer of a Sydney Company to provide a fifteen-knot mail service to Vancouver, Mr Hughes states that he does not know of any ships building. If no ships are yet on the slip, the company would require special arrangements (until ready) with other steamers. — [286, 345, 414, 394]
article-heading: BOMB OUTRAGES. — [725, 479, 797, 488]
score-line: Hoar ... 8 3 14 1 — [971, 654, 1014, 662]
score-line: Total ... 146 — [971, 593, 1003, 601]
dateline: HASTINGS, Last Night. — [865, 323, 931, 331]
dateline: LONDON, January 3. — [458, 536, 516, 544]
article-heading: LOST ON THE HILLS. — [174, 110, 252, 119]
received-line: (Received Last Night, 10.50 o'clock.) — [301, 826, 399, 834]
score-line: Knapp, c Congdon, b Logan ... 5 — [971, 501, 1057, 509]
advert-body: The Customs Tariff is next of kin to a Chinese Puzzle to many importers, so they send their invoices to Messrs J. J. Curtis and Co., who have mastered every detail of Customs work. "Follow their example," nature never intended you to compete with "JOE" in his patience department. Write to Messrs J. J. Curtis, Customhouse and Shipping Agents, Customhouse Quay, Wellington. — [834, 903, 962, 977]
article-body: A thousand Druses have surrendered. The remainder have been driven into the desert. — [286, 541, 414, 557]
scorecard-subheading: First Innings. — [1018, 483, 1053, 491]
score-line: Nourse, b Kelleway ... 33 — [560, 304, 627, 312]
article-body: The Times, in an article on aeronautics during 1910, declares that flying is largely empirical. Ships, birds, submarines and dirigibles all inherited a tendency to keep the right side up. The aeroplane, on the other hand, did nothing of the kind. It turned turtle with the slightest provocation. The problem of equilibrium must, according to the Times, be solved after much laborious scientific investigation of each of its component parts, before the aeroplane could rank as a scientific machine. — [423, 695, 551, 786]
lead-headline: INDIANS IN LONDON — [450, 143, 524, 175]
agency-line: United Press Association—By Electric Telegraph—Copyright. — [569, 122, 679, 139]
score-line: H. Moorhouse, b Allcott ... 10 — [971, 1077, 1049, 1085]
paragraph: The finder of a lady's brown summer mackintosh is requested to kindly leave same at the Age Office. — [12, 87, 140, 112]
competition-heading: YOUR LAST CHANCE FOR THE GREAT PHOTOGRAPHIC COMPETITION. — [14, 1002, 138, 1033]
article-subheading: REORGANISING FORCES. — [301, 163, 399, 172]
article-subheading: GRAY V. DIGGLE. — [455, 388, 519, 397]
article-subheading: VERDICT OF ACCIDENTAL DEATH. — [560, 774, 688, 783]
